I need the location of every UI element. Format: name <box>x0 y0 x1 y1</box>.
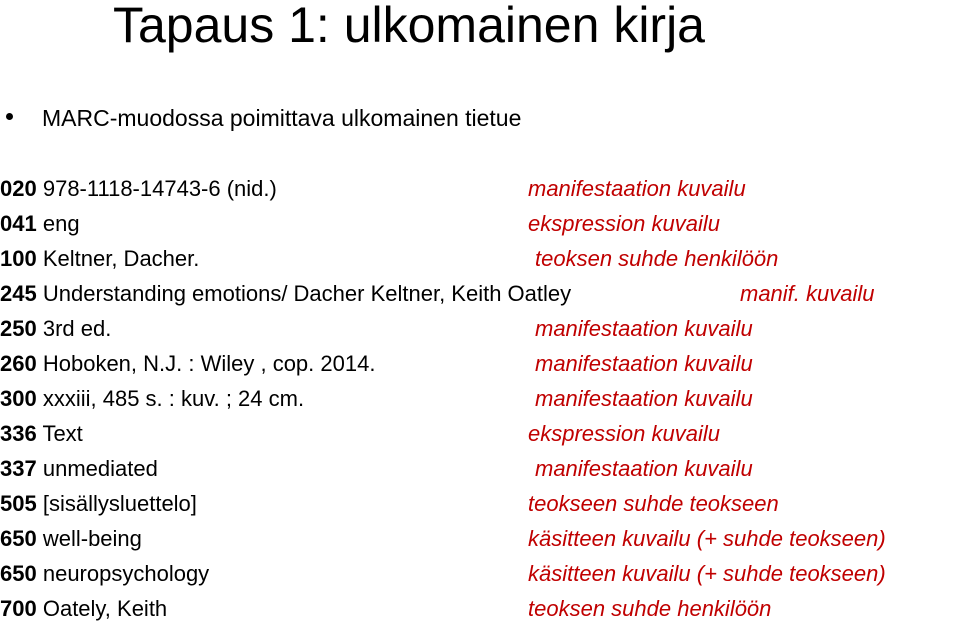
marc-value: Hoboken, N.J. : Wiley , cop. 2014. <box>42 351 376 376</box>
marc-value: unmediated <box>42 456 158 481</box>
record-annotation: teoksen suhde henkilöön <box>528 596 772 621</box>
record-row <box>0 346 960 381</box>
bullet-dot-icon <box>6 113 13 120</box>
record-annotation: manifestaation kuvailu <box>535 386 753 411</box>
record-row <box>0 381 960 416</box>
bullet-text: MARC-muodossa poimittava ulkomainen tietue <box>42 105 522 131</box>
slide-title: Tapaus 1: ulkomainen kirja <box>113 0 705 53</box>
record-row <box>0 311 960 346</box>
marc-value: 3rd ed. <box>42 316 112 341</box>
marc-value: neuropsychology <box>42 561 210 586</box>
record-annotation: ekspression kuvailu <box>528 211 720 236</box>
marc-value: 978-1118-14743-6 (nid.) <box>42 176 277 201</box>
marc-tag: 505 <box>0 491 37 516</box>
marc-value: eng <box>42 211 80 236</box>
marc-value: Keltner, Dacher. <box>42 246 200 271</box>
marc-tag: 100 <box>0 246 37 271</box>
record-row <box>0 241 960 276</box>
marc-value: Understanding emotions/ Dacher Keltner, Keith Oatley <box>42 281 572 306</box>
record-row <box>0 591 960 626</box>
record-row <box>0 451 960 486</box>
record-row <box>0 171 960 206</box>
marc-tag: 250 <box>0 316 37 341</box>
marc-value: Oately, Keith <box>42 596 168 621</box>
record-annotation: käsitteen kuvailu (+ suhde teokseen) <box>528 526 886 551</box>
marc-tag: 650 <box>0 526 37 551</box>
record-annotation: teokseen suhde teokseen <box>528 491 779 516</box>
marc-tag: 700 <box>0 596 37 621</box>
record-row <box>0 206 960 241</box>
record-annotation: ekspression kuvailu <box>528 421 720 446</box>
record-annotation: manif. kuvailu <box>740 281 875 306</box>
marc-value: [sisällysluettelo] <box>42 491 197 516</box>
marc-tag: 336 <box>0 421 37 446</box>
record-row <box>0 556 960 591</box>
marc-tag: 020 <box>0 176 37 201</box>
record-annotation: manifestaation kuvailu <box>535 351 753 376</box>
marc-tag: 041 <box>0 211 37 236</box>
marc-tag: 650 <box>0 561 37 586</box>
marc-tag: 300 <box>0 386 37 411</box>
record-row <box>0 486 960 521</box>
record-annotation: teoksen suhde henkilöön <box>535 246 779 271</box>
record-annotation: käsitteen kuvailu (+ suhde teokseen) <box>528 561 886 586</box>
marc-value: well-being <box>42 526 142 551</box>
marc-value: xxxiii, 485 s. : kuv. ; 24 cm. <box>42 386 305 411</box>
marc-tag: 245 <box>0 281 37 306</box>
record-annotation: manifestaation kuvailu <box>535 316 753 341</box>
marc-value: Text <box>42 421 83 446</box>
record-row <box>0 416 960 451</box>
bullet-item <box>0 102 960 134</box>
record-annotation: manifestaation kuvailu <box>535 456 753 481</box>
record-row <box>0 521 960 556</box>
marc-tag: 337 <box>0 456 37 481</box>
marc-tag: 260 <box>0 351 37 376</box>
record-annotation: manifestaation kuvailu <box>528 176 746 201</box>
record-row <box>0 276 960 311</box>
